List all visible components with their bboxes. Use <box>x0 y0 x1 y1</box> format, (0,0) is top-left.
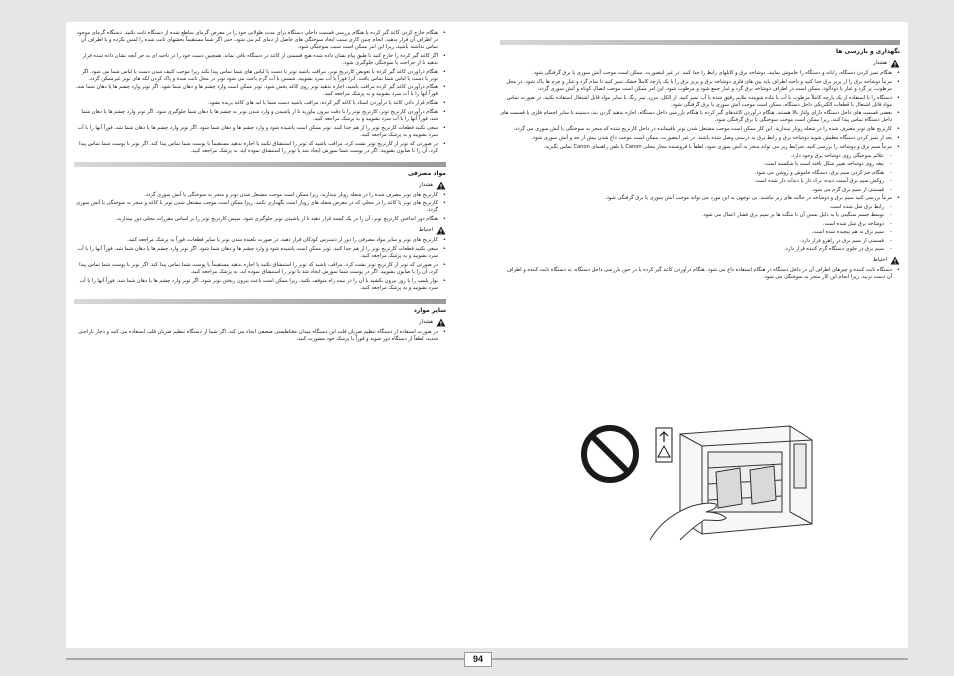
list-item: • دستگاه را با استفاده از یک پارچه کاملاً مرطوب با آب یا ماده شوینده ملایم رقیق شده با آب تمیز کنید. از الکل، بنزن، تینر رنگ یا سایر مواد قابل اشتعال استفاده نکنید. در صورت تماس مواد قابل اشتعال با قطعات الکتریکی داخل دستگاه، ممکن است موجب آتش سوزی یا برق گرفتگی شود. <box>500 95 900 109</box>
list-item: • هنگام دور انداختن کارتریج تونر، آن را در یک کیسه قرار دهید تا از پاشیدن تونر جلوگیری شود، سپس کارتریج تونر را بر اساس مقررات محلی دور بیندازید. <box>74 216 446 223</box>
sub-item: - روکش سیم برق آسیب دیده، ترک دار یا دندانه دار شده است. <box>500 178 900 185</box>
section-title-consumables: مواد مصرفی <box>407 169 446 177</box>
sub-item: - سیم برق به هم پیچیده شده است. <box>500 229 900 236</box>
warning-triangle-icon <box>436 226 446 235</box>
caution-label: احتیاط <box>872 257 887 264</box>
warning-triangle-icon <box>436 318 446 327</box>
sub-item: - قسمتی از سیم برق گرم می شود. <box>500 187 900 194</box>
list-item: • دستگاه ثابت کننده و چیزهای اطراف آن در داخل دستگاه در هنگام استفاده داغ می شود. هنگام درآوردن کاغذ گیر کرده یا در حین بازرسی داخل دستگاه، به دستگاه ثابت کننده و اطراف آن دست نزنید. زیرا انجام این کار منجر به سوختگی می شود. <box>500 267 900 281</box>
warning-label-row <box>74 181 446 190</box>
list-item: • هنگام درآوردن کاغذ گیر کرده مراقب باشید، اجازه ندهید تونر روی کاغذ پخش شود. تونر ممکن است وارد چشم ها و دهان شما شود. اگر تونر وارد چشم ها یا دهان شما شد، فوراً آنها را با آب سرد بشویید و به پزشک مراجعه کنید. <box>74 84 446 98</box>
list-item: • اگر کاغذ گیر کرده را خارج کنید تا طبق پیام نشان داده شده هیچ قسمتی از کاغذ در دستگاه باقی نماند. همچنین دست خود را در ناحیه ای به جز آنچه نشان داده شده قرار ندهید تا از جراحت یا سوختگی جلوگیری شود. <box>74 53 446 67</box>
warning-label: هشدار <box>418 181 433 188</box>
warning-triangle-icon <box>890 256 900 265</box>
caution-label-row <box>500 256 900 265</box>
sub-item: - علائم سوختگی روی دوشاخه برق وجود دارد. <box>500 153 900 160</box>
warning-label-row <box>74 318 446 327</box>
list-item: • هنگام خارج کردن کاغذ گیر کرده یا هنگام بررسی قسمت داخلی دستگاه برای مدت طولانی خود را در معرض گرمای ساطع شده از دستگاه ثابت نکنید. دستگاه گرمای موجود در اطراف آن قرار ندهید. انجام چنین کاری سبب ایجاد سوختگی های حاصل از دمای کم می شود، حتی اگر شما مستقیماً بخشهای ثابت شده را لمس نکرده و با اطراف آن تماس نداشته باشید، زیرا این امر ممکن است سبب سوختگی شود. <box>74 30 446 51</box>
list-item: • کارتریج های تونر و سایر مواد مصرفی را دور از دسترس کودکان قرار دهید. در صورت بلعیده شدن تونر یا سایر قطعات، فوراً به پزشک مراجعه کنید. <box>74 237 446 244</box>
list-item: • کارتریج های تونر یا کاغذ را در محلی که در معرض شعله های رویاز است نگهداری نکنید. زیرا ممکن است موجب مشتعل شدن تونر یا کاغذ و منجر به سوختگی یا آتش سوزی گردد. <box>74 200 446 214</box>
list-item: • سعی نکنید قطعات کارتریج تونر را از هم جدا کنید. تونر ممکن است پاشیده شود و وارد چشم ها و دهان شما شود. اگر تونر وارد چشم ها یا دهان شما شد، فوراً آنها را با آب سرد بشویید و به پزشک مراجعه کنید. <box>74 246 446 260</box>
list-item: • سعی نکنید قطعات کارتریج تونر را از هم جدا کنید. تونر ممکن است پاشیده شود و وارد چشم ها و دهان شما شود. اگر تونر وارد چشم ها یا دهان شما شد، فوراً آنها را با آب سرد بشویید و به پزشک مراجعه کنید. <box>74 125 446 139</box>
warning-triangle-icon <box>890 59 900 68</box>
warning-triangle-icon <box>436 181 446 190</box>
warning-label-row <box>500 59 900 68</box>
prohibition-icon <box>584 428 636 480</box>
list-item: • در صورت استفاده از دستگاه تنظیم ضربان قلب این دستگاه میدان مغناطیسی ضعیفی ایجاد می کند. اگر شما از دستگاه تنظیم ضربان قلب استفاده می کنید و دچار ناراحتی شدید، لطفاً از دستگاه دور شوید و فوراً با پزشک خود مشورت کنید. <box>74 329 446 343</box>
caution-label: احتیاط <box>418 227 433 234</box>
list-item: • مرتباً سیم برق و دوشاخه را بررسی کنید. شرایط زیر می تواند منجر به آتش سوزی شود، لطفاً با فروشنده مجاز محلی Canon یا تلفن راهنمای Canon تماس بگیرید. <box>500 144 900 151</box>
caution-label-row <box>74 226 446 235</box>
warning-label: هشدار <box>872 60 887 66</box>
intro-list <box>74 30 446 155</box>
section-bar <box>74 162 446 167</box>
sub-item: - هنگام خم کردن سیم برق، دستگاه خاموش و روشن می شود. <box>500 170 900 177</box>
section-bar <box>74 299 446 304</box>
left-column <box>74 30 446 344</box>
sub-item: - سیم برق در جلوی دستگاه گرم کننده قرار دارد. <box>500 246 900 253</box>
printer-hot-surface-illustration <box>580 412 820 542</box>
sub-item: - رابط برق شل شده است. <box>500 204 900 211</box>
sub-item: - توسط جسم سنگینی یا به دلیل بستن آن با منگنه ها بر سیم برق فشار اعمال می شود. <box>500 212 900 219</box>
warning-label: هشدار <box>418 318 433 325</box>
list-item: • کارتریج های تونر مصرف شده را در شعله رویاز نیندازید. این کار ممکن است موجب مشتعل شدن تونر باقیمانده در داخل کارتریج شده که منجر به سوختگی یا آتش سوزی می گردد. <box>500 126 900 133</box>
list-item: • کارتریج های تونر مصرف شده را در شعله رویاز نیندازید، زیرا ممکن است موجب مشتعل شدن تونر و منجر به سوختگی یا آتش سوزی گردد. <box>74 192 446 199</box>
section-title-others: سایر موارد <box>413 306 446 314</box>
list-item: • هنگام تمیز کردن دستگاه، رایانه و دستگاه را خاموش نمایید، دوشاخه برق و کابلهای رابط را جدا کنید. در غیر اینصورت، ممکن است موجب آتش سوزی یا برق گرفتگی شود. <box>500 70 900 77</box>
right-column <box>500 40 900 283</box>
hot-surface-icon <box>656 428 672 462</box>
section-bar <box>500 40 900 45</box>
list-item: • هنگام قرار دادن کاغذ یا درآوردن اسناد یا کاغذ گیر کرده، مراقب باشید دست شما با لبه های کاغذ بریده نشود. <box>74 100 446 107</box>
list-item: • نوار پلمپ را با زور بیرون نکشید یا آن را در نیمه راه متوقف نکنید، زیرا ممکن است باعث بیرون ریختن تونر شود. اگر تونر وارد چشم ها یا دهان شما شد، فوراً آنها را با آب سرد بشویید و به پزشک مراجعه کنید. <box>74 278 446 292</box>
list-item: • مرتباً دوشاخه برق را از پریز برق جدا کنید و ناحیه اطراف پایه پین های فلزی دوشاخه برق و پریز برق را با یک پارچه کاملاً خشک تمیز کنید تا تمام گرد و غبار و چرم ها پاک شود. در محل مرطوب، پر گرد و غبار یا دودآلود، ممکن است در اطراف دوشاخه برق گرد و غبار جمع شود و مرطوب شود. این امر ممکن است موجب اتصال کوتاه و آتش سوزی گردد. <box>500 79 900 93</box>
list-item: • هنگام دراوردن کاغذ گیر کرده یا تعویض کارتریج تونر، مراقب باشید تونر با دست یا لباس های شما تماس پیدا نکند زیرا موجب کثیف شدن دست یا لباس شما می شود. اگر تونر با دست یا لباس شما تماس یافت، آنرا فوراً با آب سرد بشویید. شستن با آب گرم باعث می شود تونر در محل ثابت شده و پاک کردن لکه های تونر غیرممکن گردد. <box>74 69 446 83</box>
sub-item: - دوشاخه برق شل شده است. <box>500 221 900 228</box>
list-item: • هنگام درآوردن کارتریج تونر، کارتریج تونر را با دقت بیرون بیاورید تا از پاشیدن و وارد شدن تونر به چشم ها یا دهان شما جلوگیری شود. اگر تونر وارد چشم ها یا دهان شما شد، فوراً آنها را با آب سرد بشویید و به پزشک مراجعه کنید. <box>74 109 446 123</box>
sub-item: - تیغه روی دوشاخه تغییر شکل یافته است یا شکسته است. <box>500 161 900 168</box>
list-item: • بعد از تمیز کردن دستگاه مطمئن شوید دوشاخه برق و رابط برق به درستی وصل شده باشند. در غیر اینصورت، ممکن است موجب داغ شدن بیش از حد و آتش سوزی شود. <box>500 135 900 142</box>
sub-item: - قسمتی از سیم برق در راهرو قرار دارد. <box>500 238 900 245</box>
list-item: • در صورتی که تونر از کارتریج تونر نشت کرد، مراقب باشید که تونر را استنشاق نکنید یا اجازه ندهید مستقیماً با پوست شما تماس پیدا کند. اگر تونر با پوست شما تماس پیدا کرد، آن را با صابون بشویید. اگر در پوست شما سوزش ایجاد شد یا تونر را استنشاق نموده اید، به پزشک مراجعه کنید. <box>74 262 446 276</box>
page-number: 94 <box>464 652 492 667</box>
list-item: • بعضی قسمت های داخل دستگاه دارای ولتاژ بالا هستند. هنگام درآوردن کاغذهای گیر کرده یا هنگام بازرسی داخل دستگاه، اجازه ندهید گردن بند، دستبند یا سایر اجسام فلزی با قسمت های داخل دستگاه تماس پیدا کنند، زیرا ممکن است موجب سوختگی یا برق گرفتگی شود. <box>500 110 900 124</box>
list-item: • مرتباً بررسی کنید سیم برق و دوشاخه در حالت های زیر نباشند. بی توجهی به این مورد می تواند موجب آتش سوزی یا برق گرفتگی شود. <box>500 195 900 202</box>
section-title-maintenance: نگهداری و بازرسی ها <box>836 48 900 55</box>
list-item: • در صورتی که تونر از کارتریج تونر نشت کرد، مراقب باشید که تونر را استنشاق نکنید یا اجازه ندهید مستقیماً با پوست شما تماس پیدا کند. اگر تونر با پوست شما تماس پیدا کرد، آن را با صابون بشویید. اگر در پوست شما سوزش ایجاد شد یا تونر را استنشاق نموده اید، به پزشک مراجعه کنید. <box>74 141 446 155</box>
